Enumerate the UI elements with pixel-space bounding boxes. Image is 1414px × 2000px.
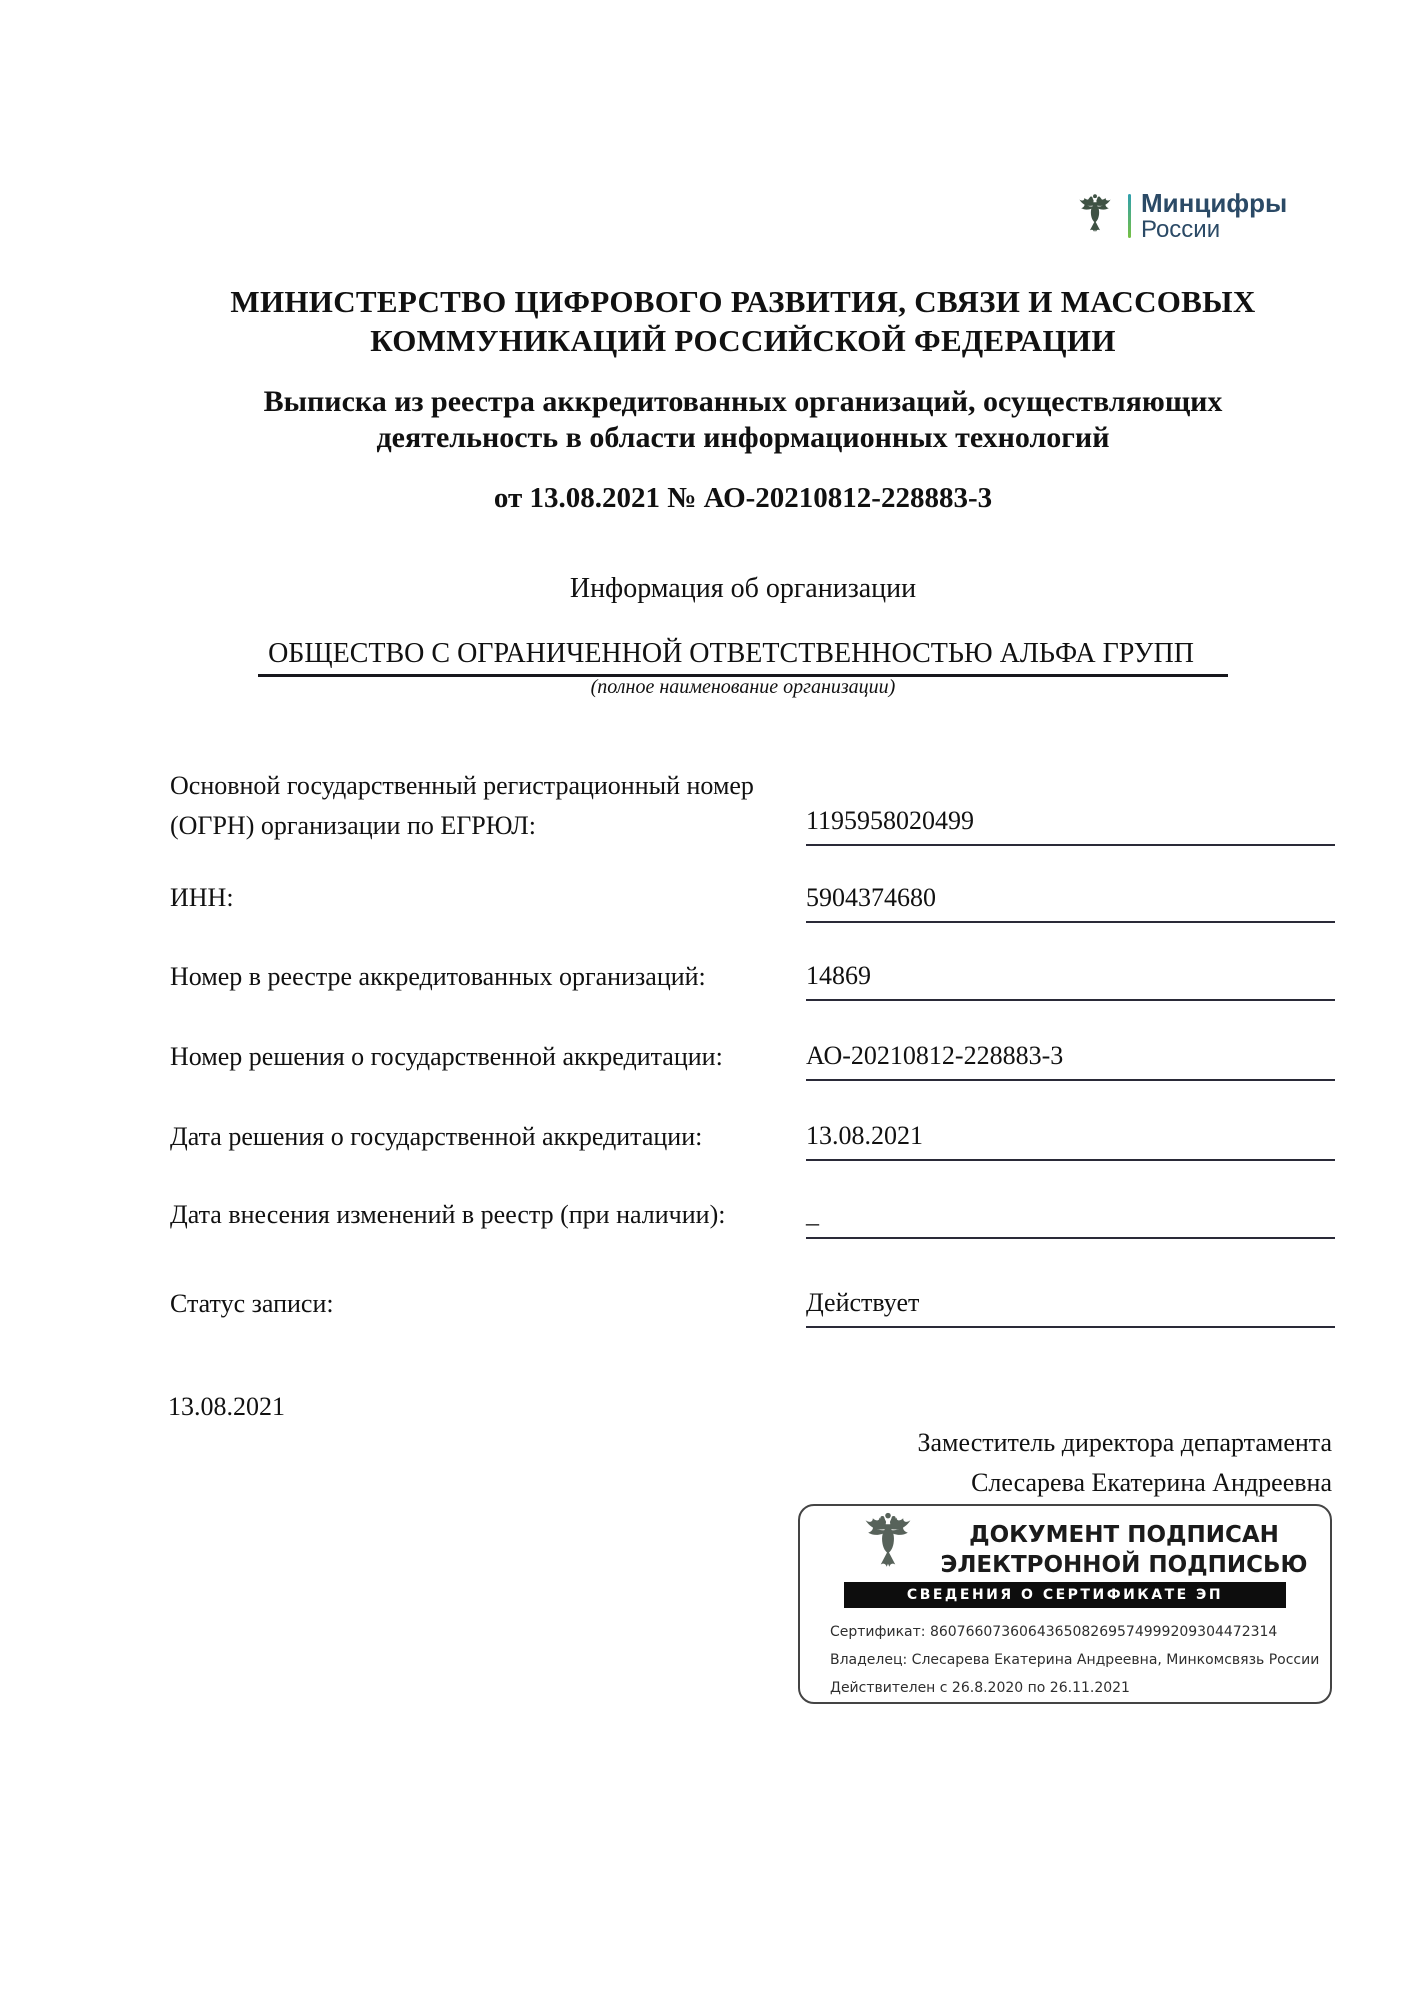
mincifry-logo bbox=[1072, 190, 1287, 242]
organization-name-text: ОБЩЕСТВО С ОГРАНИЧЕННОЙ ОТВЕТСТВЕННОСТЬЮ АЛЬФА ГРУПП bbox=[258, 638, 1228, 677]
field-value-change-date: _ bbox=[806, 1199, 1335, 1239]
organization-section-title: Информация об организации bbox=[569, 573, 917, 604]
logo-name-line1: Минцифры bbox=[1141, 188, 1288, 218]
certificate-owner-line: Владелец: Слесарева Екатерина Андреевна, Минкомсвязь России bbox=[830, 1652, 1320, 1668]
double-headed-eagle-icon bbox=[1072, 191, 1118, 241]
field-label-change-date: Дата внесения изменений в реестр (при наличии): bbox=[170, 1200, 726, 1229]
certificate-validity-line: Действителен с 26.8.2020 по 26.11.2021 bbox=[830, 1680, 1130, 1696]
issue-date: 13.08.2021 bbox=[168, 1392, 285, 1421]
field-value-ogrn: 1195958020499 bbox=[806, 806, 1335, 846]
stamp-title-line1: ДОКУМЕНТ ПОДПИСАН bbox=[969, 1522, 1279, 1548]
logo-divider bbox=[1128, 194, 1131, 238]
field-value-record-status: Действует bbox=[806, 1288, 1335, 1328]
organization-name bbox=[160, 638, 1326, 670]
signer-name: Слесарева Екатерина Андреевна bbox=[971, 1468, 1332, 1497]
electronic-signature-stamp bbox=[798, 1504, 1332, 1704]
extract-title-line1: Выписка из реестра аккредитованных организаций, осуществляющих bbox=[263, 385, 1223, 418]
ministry-title-line1: МИНИСТЕРСТВО ЦИФРОВОГО РАЗВИТИЯ, СВЯЗИ И МАССОВЫХ bbox=[230, 284, 1256, 319]
stamp-title bbox=[928, 1520, 1320, 1580]
document-number-line: от 13.08.2021 № АО-20210812-228883-3 bbox=[493, 482, 993, 514]
field-value-decision-number: АО-20210812-228883-3 bbox=[806, 1041, 1335, 1081]
certificate-details bbox=[830, 1618, 1320, 1702]
signer-title: Заместитель директора департамента bbox=[917, 1428, 1332, 1457]
field-label-registry-number: Номер в реестре аккредитованных организаций: bbox=[170, 962, 706, 991]
field-label-inn: ИНН: bbox=[170, 883, 234, 912]
ministry-title bbox=[160, 282, 1326, 360]
logo-text bbox=[1141, 190, 1287, 242]
logo-name-line2: России bbox=[1141, 216, 1221, 244]
organization-name-caption: (полное наименование организации) bbox=[590, 676, 896, 698]
field-label-record-status: Статус записи: bbox=[170, 1289, 334, 1318]
extract-title bbox=[160, 384, 1326, 456]
field-label-decision-number: Номер решения о государственной аккредитации: bbox=[170, 1042, 723, 1071]
ministry-title-line2: КОММУНИКАЦИЙ РОССИЙСКОЙ ФЕДЕРАЦИИ bbox=[370, 323, 1116, 358]
certificate-number-line: Сертификат: 860766073606436508269574999209304472314 bbox=[830, 1624, 1278, 1640]
field-label-ogrn: Основной государственный регистрационный номер (ОГРН) организации по ЕГРЮЛ: bbox=[170, 771, 754, 840]
certificate-info-bar: СВЕДЕНИЯ О СЕРТИФИКАТЕ ЭП bbox=[844, 1582, 1286, 1608]
field-value-inn: 5904374680 bbox=[806, 883, 1335, 923]
field-value-decision-date: 13.08.2021 bbox=[806, 1121, 1335, 1161]
double-headed-eagle-icon bbox=[855, 1511, 921, 1577]
field-value-registry-number: 14869 bbox=[806, 961, 1335, 1001]
field-label-decision-date: Дата решения о государственной аккредитации: bbox=[170, 1122, 703, 1151]
stamp-title-line2: ЭЛЕКТРОННОЙ ПОДПИСЬЮ bbox=[940, 1552, 1308, 1578]
extract-title-line2: деятельность в области информационных технологий bbox=[376, 421, 1110, 454]
